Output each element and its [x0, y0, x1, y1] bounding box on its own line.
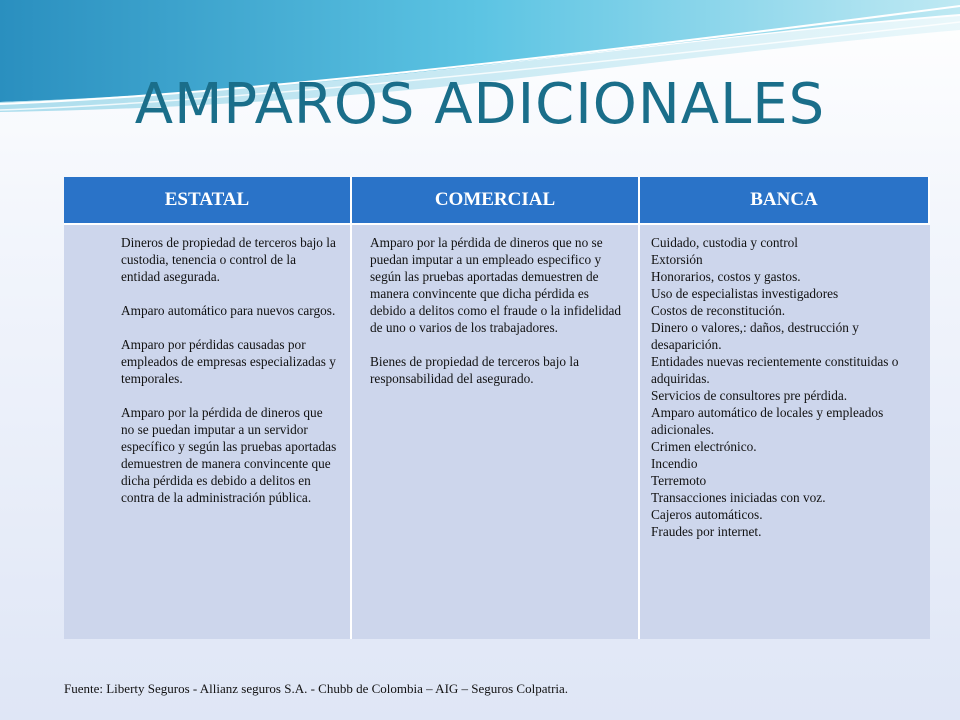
comercial-cell — [352, 223, 640, 639]
banca-item: Extorsión — [651, 252, 703, 267]
banca-item: Incendio — [651, 456, 698, 471]
banca-item: Servicios de consultores pre pérdida. — [651, 388, 848, 403]
estatal-item: Amparo por la pérdida de dineros que no se puedan imputar a un servidor específico y según las pruebas aportadas demuestren de manera convincente que dicha pérdida es debido a delitos en contra de la administración pública. — [121, 405, 337, 505]
estatal-item: Amparo automático para nuevos cargos. — [121, 303, 336, 318]
header-comercial: COMERCIAL — [352, 177, 640, 223]
estatal-cell — [64, 223, 352, 639]
banca-item: Dinero o valores,: daños, destrucción y desaparición. — [651, 320, 859, 352]
banca-item: Fraudes por internet. — [651, 524, 762, 539]
banca-item: Amparo automático de locales y empleados adicionales. — [651, 405, 884, 437]
banca-item: Cuidado, custodia y control — [651, 235, 798, 250]
banca-item: Transacciones iniciadas con voz. — [651, 490, 826, 505]
header-estatal: ESTATAL — [64, 177, 352, 223]
estatal-item: Dineros de propiedad de terceros bajo la custodia, tenencia o control de la entidad asegurada. — [121, 235, 336, 284]
banca-item: Costos de reconstitución. — [651, 303, 786, 318]
comercial-item: Amparo por la pérdida de dineros que no se puedan imputar a un empleado especifico y según las pruebas aportadas demuestren de manera convincente que dicha pérdida es debido a delitos como el fraude o la infidelidad de uno o varios de los trabajadores. — [370, 235, 622, 335]
banca-item: Crimen electrónico. — [651, 439, 757, 454]
page-title: AMPAROS ADICIONALES — [134, 72, 826, 137]
banca-cell — [640, 223, 930, 639]
estatal-item: Amparo por pérdidas causadas por empleados de empresas especializadas y temporales. — [121, 337, 336, 386]
coverage-table — [64, 177, 930, 639]
banca-item: Uso de especialistas investigadores — [651, 286, 839, 301]
header-banca: BANCA — [640, 177, 930, 223]
banca-item: Cajeros automáticos. — [651, 507, 763, 522]
source-footnote: Fuente: Liberty Seguros - Allianz seguros S.A. - Chubb de Colombia – AIG – Seguros Colpatria. — [64, 681, 569, 696]
banca-item: Terremoto — [651, 473, 707, 488]
comercial-item: Bienes de propiedad de terceros bajo la responsabilidad del asegurado. — [370, 354, 579, 386]
banca-item: Honorarios, costos y gastos. — [651, 269, 801, 284]
banca-item: Entidades nuevas recientemente constituidas o adquiridas. — [651, 354, 899, 386]
